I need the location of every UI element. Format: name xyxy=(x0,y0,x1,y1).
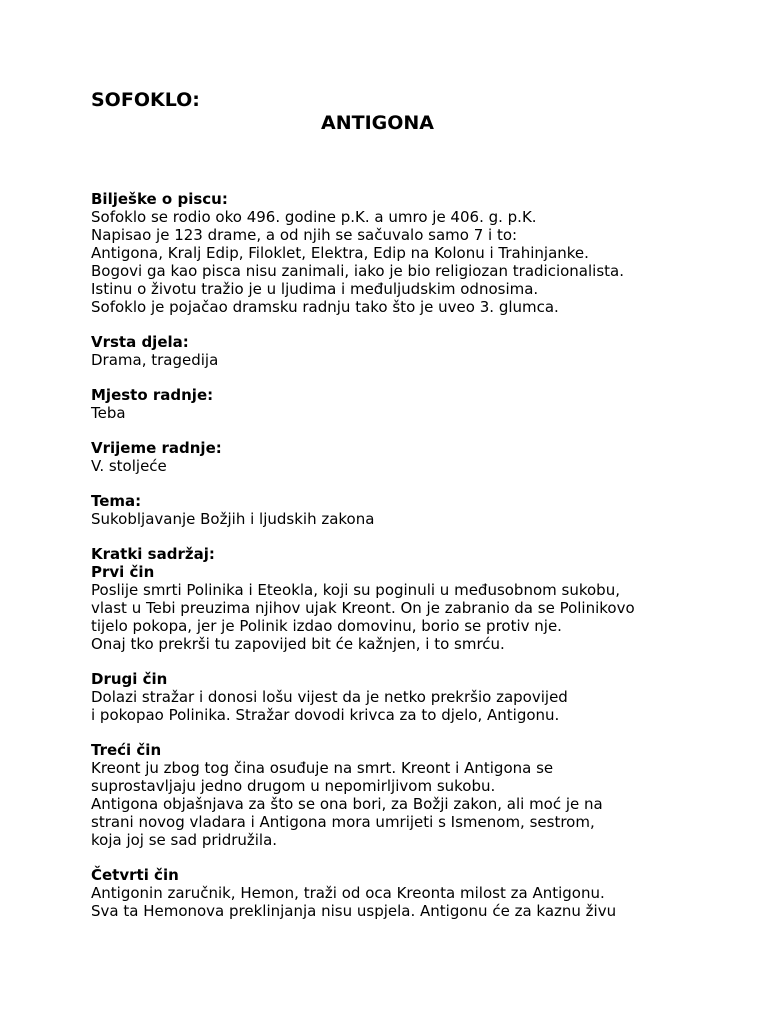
document-body xyxy=(91,190,761,937)
section-heading: Tema: xyxy=(91,492,142,510)
text-line: Dolazi stražar i donosi lošu vijest da je netko prekršio zapovijed xyxy=(91,688,568,706)
text-line: Teba xyxy=(91,404,126,422)
text-line: Sva ta Hemonova preklinjanja nisu uspjela. Antigonu će za kaznu živu xyxy=(91,902,617,920)
section-heading: Mjesto radnje: xyxy=(91,386,214,404)
text-line: strani novog vladara i Antigona mora umrijeti s Ismenom, sestrom, xyxy=(91,813,595,831)
text-line: vlast u Tebi preuzima njihov ujak Kreont. On je zabranio da se Polinikovo xyxy=(91,599,635,617)
text-line: Bogovi ga kao pisca nisu zanimali, iako je bio religiozan tradicionalista. xyxy=(91,262,624,280)
text-line: Antigona, Kralj Edip, Filoklet, Elektra, Edip na Kolonu i Trahinjanke. xyxy=(91,244,589,262)
section xyxy=(91,741,761,849)
text-line: Antigona objašnjava za što se ona bori, za Božji zakon, ali moć je na xyxy=(91,795,603,813)
text-line: Napisao je 123 drame, a od njih se sačuvalo samo 7 i to: xyxy=(91,226,518,244)
section xyxy=(91,492,761,528)
section-heading: Vrsta djela: xyxy=(91,333,189,351)
text-line: i pokopao Polinika. Stražar dovodi krivca za to djelo, Antigonu. xyxy=(91,706,560,724)
section xyxy=(91,439,761,475)
section-heading: Drugi čin xyxy=(91,670,168,688)
document-title: ANTIGONA xyxy=(321,112,434,134)
section xyxy=(91,866,761,920)
section-heading: Četvrti čin xyxy=(91,866,179,884)
section xyxy=(91,386,761,422)
text-line: Istinu o životu tražio je u ljudima i međuljudskim odnosima. xyxy=(91,280,539,298)
text-line: Kreont ju zbog tog čina osuđuje na smrt. Kreont i Antigona se xyxy=(91,759,554,777)
text-line: V. stoljeće xyxy=(91,457,167,475)
text-line: Sukobljavanje Božjih i ljudskih zakona xyxy=(91,510,375,528)
text-line: suprostavljaju jedno drugom u nepomirljivom sukobu. xyxy=(91,777,496,795)
text-line: Poslije smrti Polinika i Eteokla, koji su poginuli u međusobnom sukobu, xyxy=(91,581,620,599)
section-heading: Kratki sadržaj: xyxy=(91,545,215,563)
text-line: Antigonin zaručnik, Hemon, traži od oca Kreonta milost za Antigonu. xyxy=(91,884,605,902)
text-line: Drama, tragedija xyxy=(91,351,219,369)
section-heading: Vrijeme radnje: xyxy=(91,439,222,457)
text-line: koja joj se sad pridružila. xyxy=(91,831,278,849)
section xyxy=(91,333,761,369)
text-line: tijelo pokopa, jer je Polinik izdao domovinu, borio se protiv nje. xyxy=(91,617,562,635)
section-heading: Bilješke o piscu: xyxy=(91,190,228,208)
section xyxy=(91,190,761,316)
section xyxy=(91,545,761,653)
section-heading: Prvi čin xyxy=(91,563,155,581)
text-line: Onaj tko prekrši tu zapovijed bit će kažnjen, i to smrću. xyxy=(91,635,505,653)
section-heading: Treći čin xyxy=(91,741,162,759)
text-line: Sofoklo je pojačao dramsku radnju tako što je uveo 3. glumca. xyxy=(91,298,559,316)
section xyxy=(91,670,761,724)
text-line: Sofoklo se rodio oko 496. godine p.K. a umro je 406. g. p.K. xyxy=(91,208,537,226)
author-heading: SOFOKLO: xyxy=(91,89,200,111)
